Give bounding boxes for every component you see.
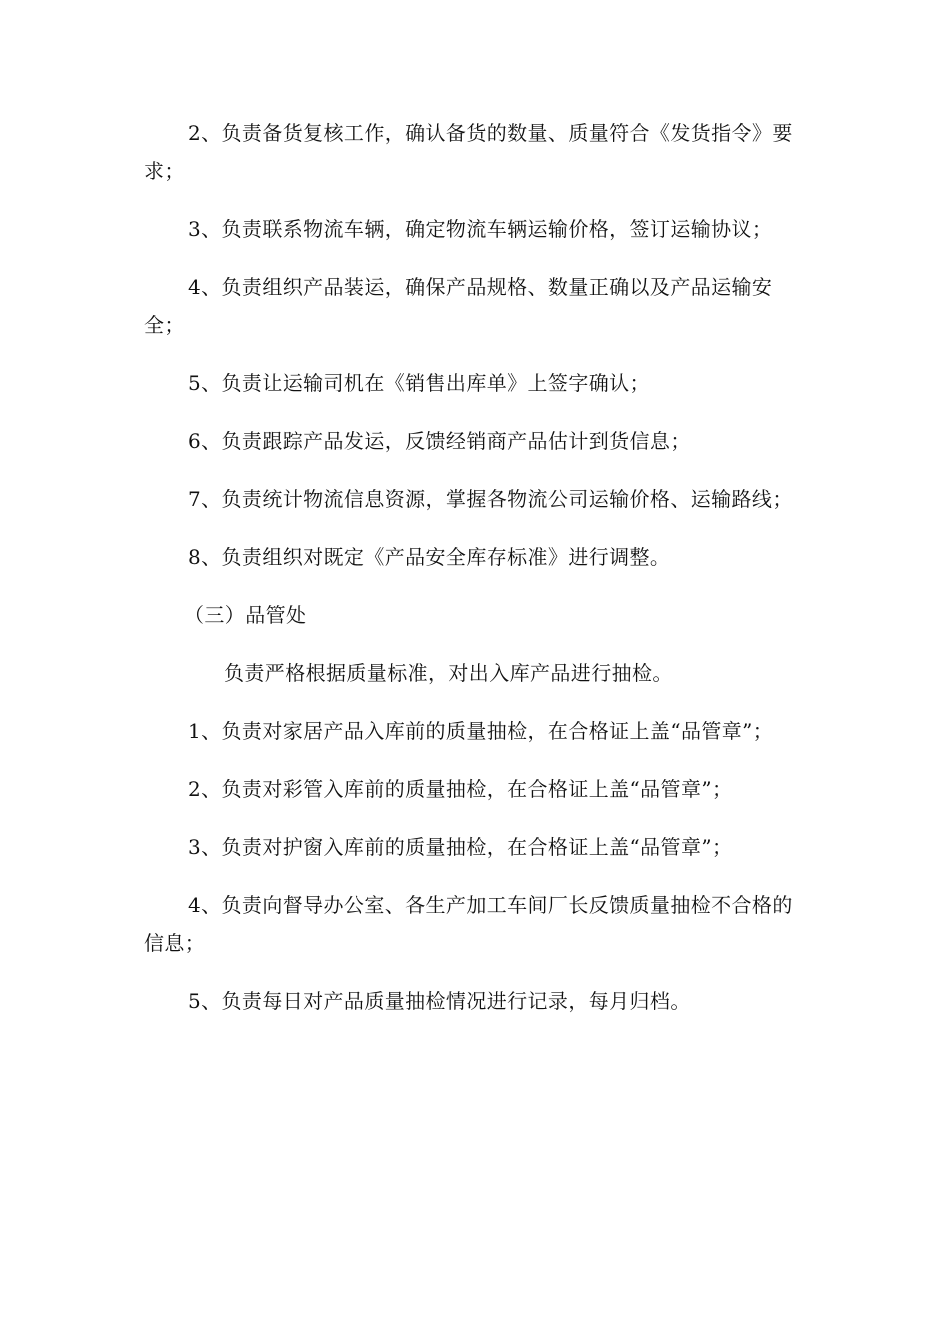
list-item: 2、负责备货复核工作，确认备货的数量、质量符合《发货指令》要求； (144, 121, 793, 183)
list-item: 2、负责对彩管入库前的质量抽检，在合格证上盖“品管章”； (188, 777, 733, 801)
list-item: 8、负责组织对既定《产品安全库存标准》进行调整。 (188, 545, 671, 569)
section-heading: （三）品管处 (184, 603, 307, 627)
list-item: 4、负责组织产品装运，确保产品规格、数量正确以及产品运输安全； (144, 275, 773, 337)
list-item: 4、负责向督导办公室、各生产加工车间厂长反馈质量抽检不合格的信息； (144, 893, 793, 955)
list-item: 5、负责每日对产品质量抽检情况进行记录，每月归档。 (188, 989, 691, 1013)
list-item: 3、负责对护窗入库前的质量抽检，在合格证上盖“品管章”； (188, 835, 733, 859)
document-body (144, 114, 809, 1040)
list-item: 6、负责跟踪产品发运，反馈经销商产品估计到货信息； (188, 429, 691, 453)
list-item: 1、负责对家居产品入库前的质量抽检，在合格证上盖“品管章”； (188, 719, 774, 743)
list-item: 5、负责让运输司机在《销售出库单》上签字确认； (188, 371, 650, 395)
section-intro: 负责严格根据质量标准，对出入库产品进行抽检。 (224, 661, 673, 685)
list-item: 3、负责联系物流车辆，确定物流车辆运输价格，签订运输协议； (188, 217, 773, 241)
list-item: 7、负责统计物流信息资源，掌握各物流公司运输价格、运输路线； (188, 487, 793, 511)
